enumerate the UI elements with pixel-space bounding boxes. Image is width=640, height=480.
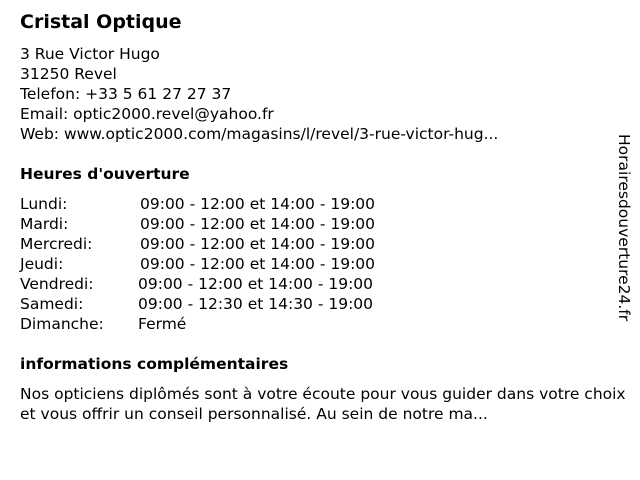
day-label: Mercredi: (20, 235, 93, 253)
time-range: 09:00 - 12:00 et 14:00 - 19:00 (140, 195, 376, 213)
time-range: 09:00 - 12:00 et 14:00 - 19:00 (140, 255, 376, 273)
day-label: Samedi: (20, 295, 84, 313)
hours-row-friday (20, 274, 375, 294)
hours-row-wednesday (20, 234, 375, 254)
hours-row-saturday (20, 294, 375, 314)
opening-hours-heading: Heures d'ouverture (20, 165, 190, 183)
website-line[interactable]: Web: www.optic2000.com/magasins/l/revel/3-rue-victor-hug... (20, 125, 499, 143)
additional-info-heading: informations complémentaires (20, 355, 289, 373)
opening-hours-list (20, 194, 375, 334)
email-line[interactable]: Email: optic2000.revel@yahoo.fr (20, 105, 274, 123)
address-city: 31250 Revel (20, 65, 117, 83)
phone-line[interactable]: Telefon: +33 5 61 27 27 37 (20, 85, 232, 103)
day-label: Jeudi: (20, 255, 64, 273)
time-range: Fermé (138, 315, 187, 333)
day-label: Lundi: (20, 195, 68, 213)
time-range: 09:00 - 12:30 et 14:30 - 19:00 (138, 295, 374, 313)
hours-row-monday (20, 194, 375, 214)
hours-row-tuesday (20, 214, 375, 234)
address-street: 3 Rue Victor Hugo (20, 45, 160, 63)
day-label: Dimanche: (20, 315, 104, 333)
time-range: 09:00 - 12:00 et 14:00 - 19:00 (138, 275, 374, 293)
time-range: 09:00 - 12:00 et 14:00 - 19:00 (140, 235, 376, 253)
business-name: Cristal Optique (20, 11, 182, 33)
contact-block (20, 44, 498, 144)
side-brand-watermark[interactable]: Horairesdouverture24.fr (615, 134, 633, 322)
hours-row-sunday (20, 314, 375, 334)
day-label: Mardi: (20, 215, 69, 233)
day-label: Vendredi: (20, 275, 94, 293)
time-range: 09:00 - 12:00 et 14:00 - 19:00 (140, 215, 376, 233)
hours-row-thursday (20, 254, 375, 274)
additional-info-text: Nos opticiens diplômés sont à votre écoute pour vous guider dans votre choix et vous offrir un conseil personnalisé. Au sein de notre ma... (20, 385, 626, 423)
